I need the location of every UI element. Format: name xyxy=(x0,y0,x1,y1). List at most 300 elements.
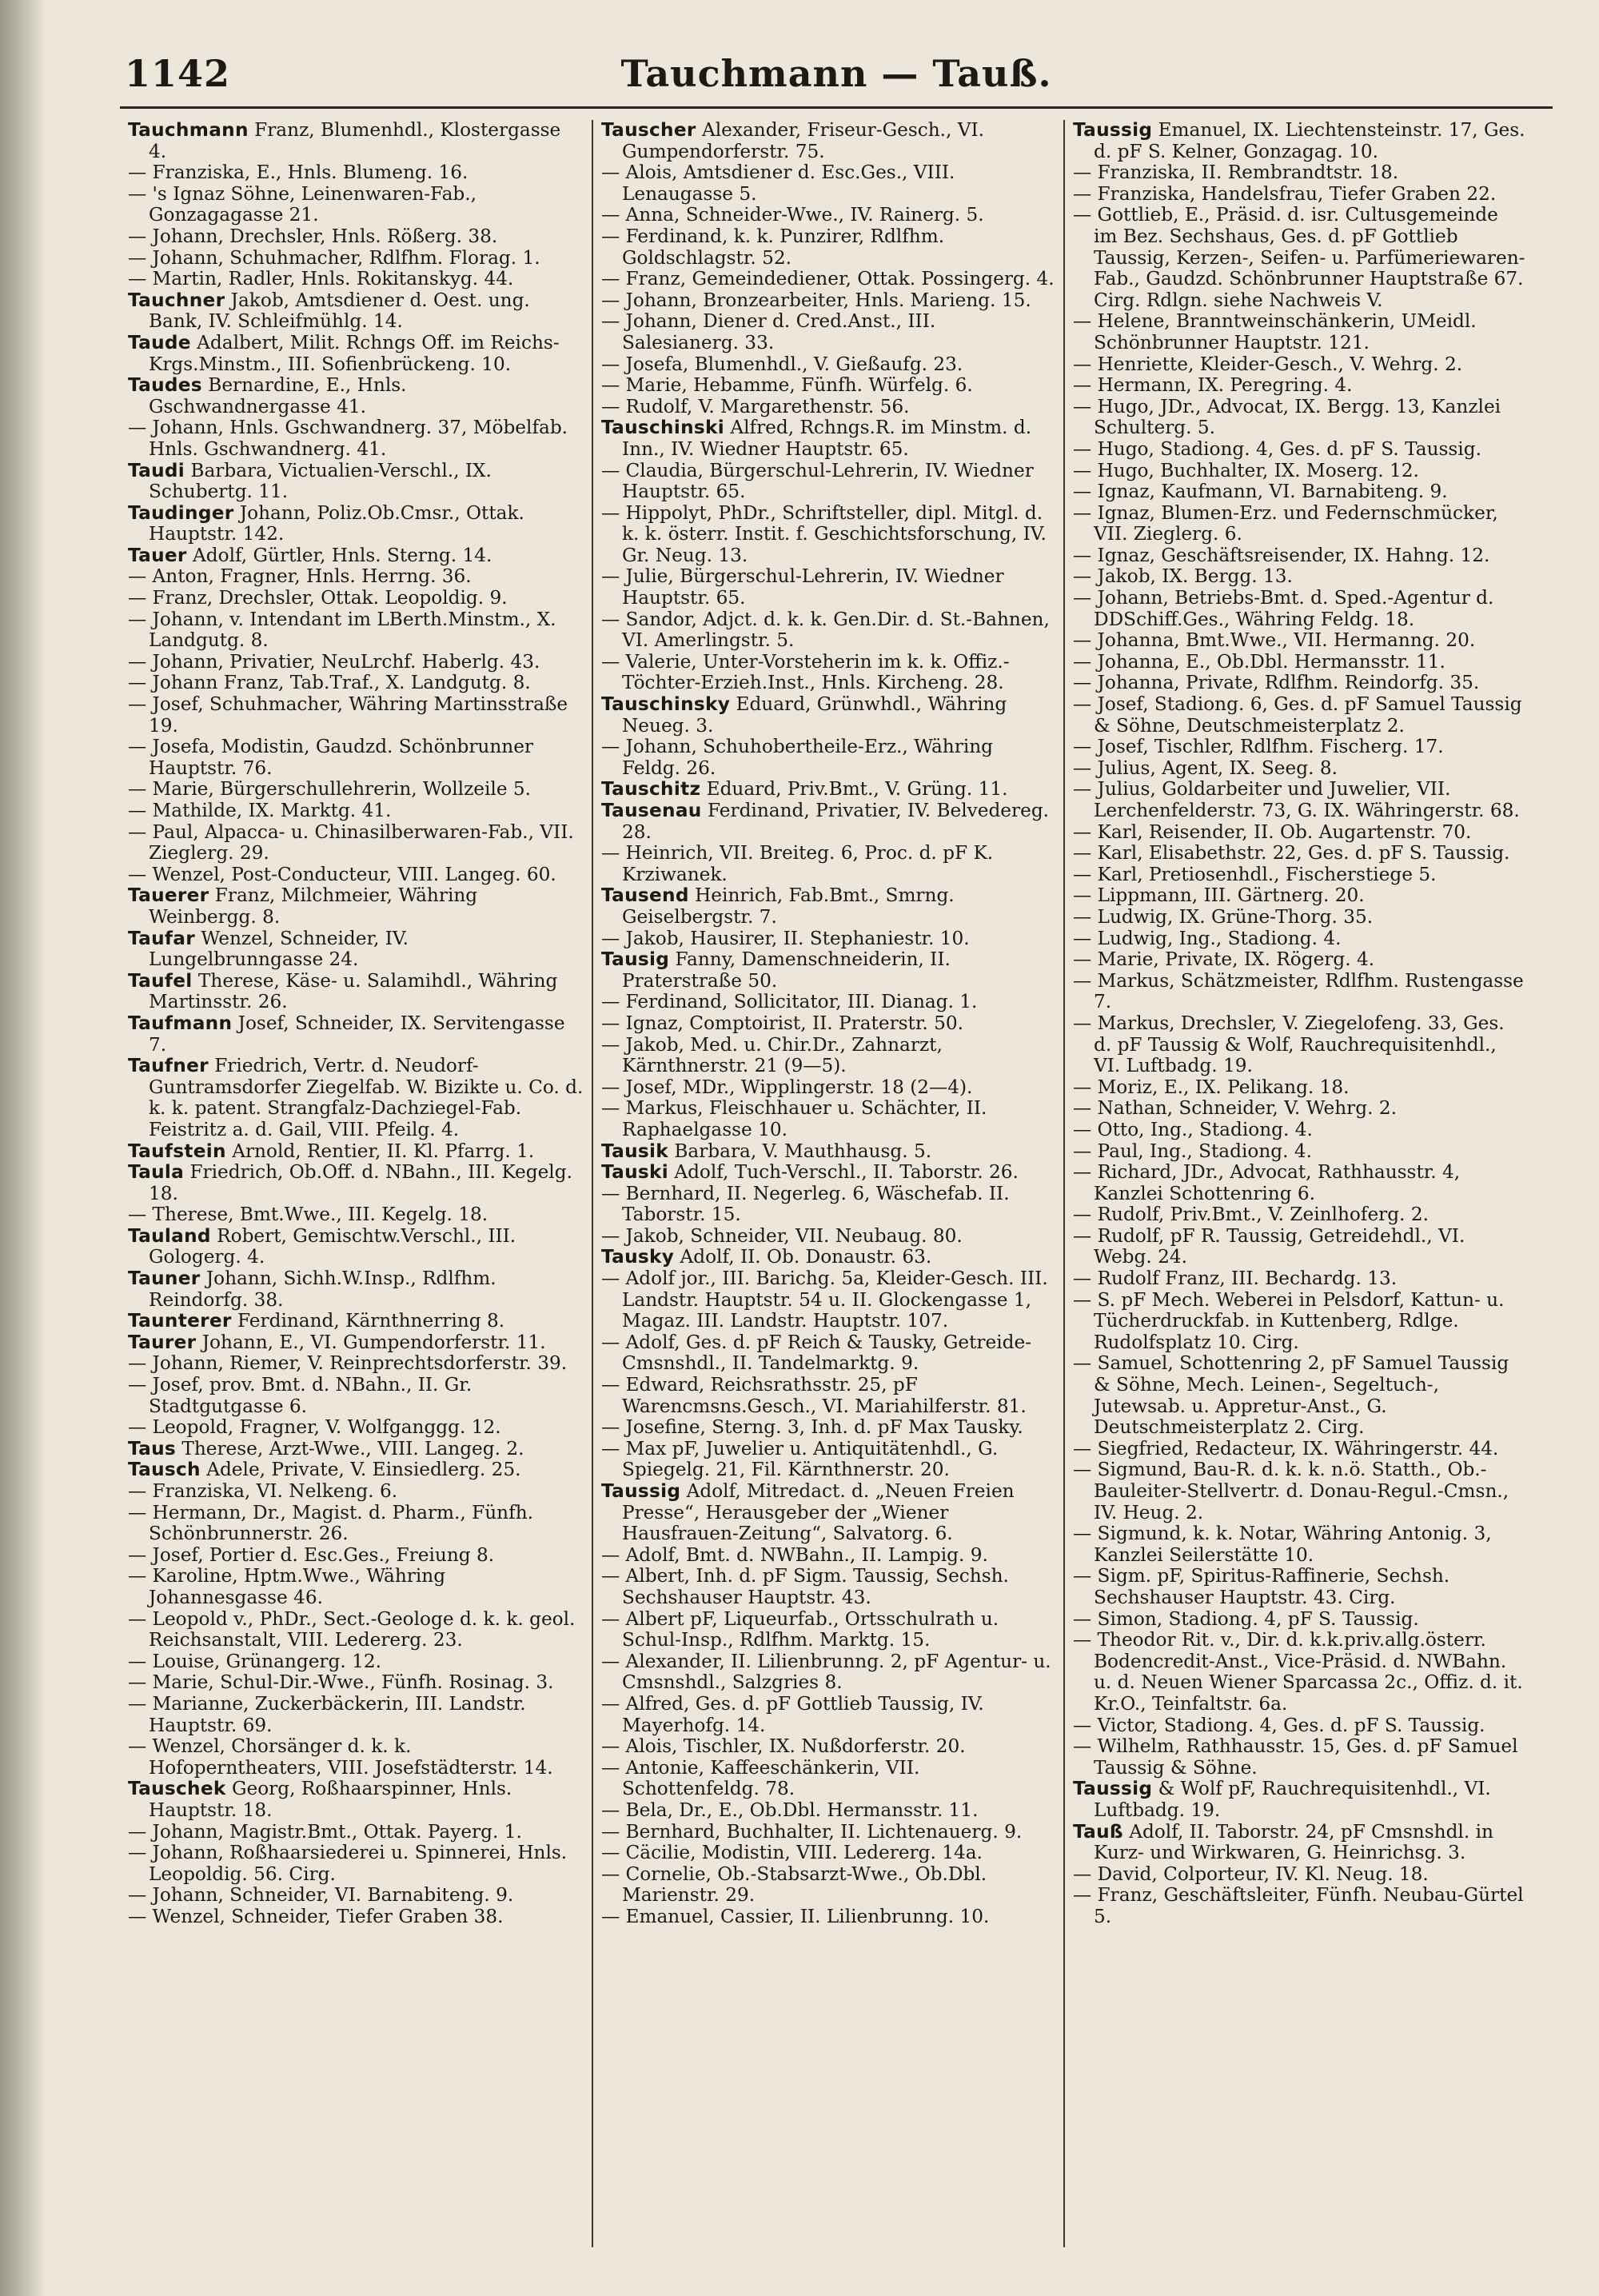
directory-entry xyxy=(601,1907,1055,1928)
directory-entry xyxy=(601,1864,1055,1907)
directory-entry xyxy=(128,652,584,673)
directory-entry xyxy=(1073,205,1527,311)
entry-details: — Richard, JDr., Advocat, Rathhausstr. 4, Kanzlei Schottenring 6. xyxy=(1073,1161,1461,1204)
directory-entry xyxy=(601,1226,1055,1248)
directory-entry xyxy=(128,461,584,503)
entry-details: Adolf, Mitredact. d. „Neuen Freien Presse“, Herausgeber der „Wiener Hausfrauen-Zeitung“, Salvatorg. 6. xyxy=(622,1480,1015,1545)
entry-details: — Jakob, Med. u. Chir.Dr., Zahnarzt, Kärnthnerstr. 21 (9—5). xyxy=(601,1033,943,1077)
entry-details: Adolf, II. Taborstr. 24, pF Cmsnshdl. in Kurz- und Wirkwaren, G. Heinrichsg. 3. xyxy=(1094,1820,1493,1864)
directory-entry xyxy=(601,1481,1055,1545)
entry-details: Friedrich, Vertr. d. Neudorf-Guntramsdorfer Ziegelfab. W. Bizikte u. Co. d. k. k. patent. Strangfalz-Dachziegel-Fab. Feistritz a. d. Gail, VIII. Pfeilg. 4. xyxy=(149,1055,584,1140)
entry-details: — Rudolf, V. Margarethenstr. 56. xyxy=(601,395,910,417)
entry-details: — Johann, Riemer, V. Reinprechtsdorferstr. 39. xyxy=(128,1352,568,1375)
entry-details: — Hugo, Stadiong. 4, Ges. d. pF S. Taussig. xyxy=(1073,437,1481,460)
directory-entry xyxy=(1073,1098,1527,1120)
directory-entry xyxy=(601,1566,1055,1608)
directory-entry xyxy=(128,120,584,162)
entry-surname: Tausig xyxy=(601,948,670,971)
directory-entry xyxy=(601,566,1055,609)
entry-details: — Franz, Gemeindediener, Ottak. Possingerg. 4. xyxy=(601,268,1055,290)
directory-entry xyxy=(128,1162,584,1204)
directory-entry xyxy=(1073,120,1527,162)
entry-details: — Johann, Magistr.Bmt., Ottak. Payerg. 1. xyxy=(128,1820,522,1843)
directory-entry xyxy=(128,588,584,609)
entry-details: — Louise, Grünangerg. 12. xyxy=(128,1650,381,1672)
entry-surname: Taude xyxy=(128,331,191,353)
entry-details: Friedrich, Ob.Off. d. NBahn., III. Kegelg. 18. xyxy=(149,1161,572,1204)
entry-details: — Julie, Bürgerschul-Lehrerin, IV. Wiedner Hauptstr. 65. xyxy=(601,565,1004,609)
directory-entry xyxy=(601,1162,1055,1184)
entry-details: — Wenzel, Schneider, Tiefer Graben 38. xyxy=(128,1905,504,1927)
entry-details: — Johann, Betriebs-Bmt. d. Sped.-Agentur d. DDSchiff.Ges., Währing Feldg. 18. xyxy=(1073,587,1494,630)
directory-entry xyxy=(1073,184,1527,206)
directory-entry xyxy=(128,1885,584,1907)
directory-entry xyxy=(601,1035,1055,1077)
entry-details: — Marie, Hebamme, Fünfh. Würfelg. 6. xyxy=(601,374,973,397)
directory-entry xyxy=(601,779,1055,801)
directory-entry xyxy=(601,162,1055,205)
entry-details: Fanny, Damenschneiderin, II. Praterstraße 50. xyxy=(622,948,951,992)
directory-entry xyxy=(128,779,584,801)
directory-entry xyxy=(1073,1204,1527,1226)
entry-surname: Tauner xyxy=(128,1268,201,1290)
directory-entry xyxy=(128,1226,584,1268)
entry-surname: Tauland xyxy=(128,1224,211,1247)
entry-details: — Karl, Reisender, II. Ob. Augartenstr. 70. xyxy=(1073,821,1472,843)
directory-entry xyxy=(1073,1864,1527,1886)
entry-details: — Johann Franz, Tab.Traf., X. Landgutg. 8. xyxy=(128,672,531,694)
directory-entry xyxy=(128,1736,584,1779)
entry-surname: Taufar xyxy=(128,927,195,949)
page-spine-shadow xyxy=(0,0,46,2296)
entry-details: Johann, E., VI. Gumpendorferstr. 11. xyxy=(196,1331,546,1353)
entry-details: — Max pF, Juwelier u. Antiquitätenhdl., G. Spiegelg. 21, Fil. Kärnthnerstr. 20. xyxy=(601,1437,999,1481)
directory-entry xyxy=(601,1609,1055,1651)
directory-entry xyxy=(1073,588,1527,630)
directory-entry xyxy=(128,1566,584,1608)
entry-details: Franz, Blumenhdl., Klostergasse 4. xyxy=(149,120,561,162)
directory-entry xyxy=(128,694,584,737)
entry-details: — Sigm. pF, Spiritus-Raffinerie, Sechsh. Sechshauser Hauptstr. 43. Cirg. xyxy=(1073,1565,1450,1608)
entry-surname: Tauchmann xyxy=(128,120,249,141)
entry-details: — Samuel, Schottenring 2, pF Samuel Taussig & Söhne, Mech. Leinen-, Segeltuch-, Jutewsab. u. Appretur-Anst., G. Deutschmeisterplatz 2. Cirg. xyxy=(1073,1352,1509,1439)
directory-entry xyxy=(1073,1822,1527,1864)
directory-entry xyxy=(601,1141,1055,1163)
directory-entry xyxy=(1073,503,1527,545)
entry-details: — Rudolf, Priv.Bmt., V. Zeinlhoferg. 2. xyxy=(1073,1204,1429,1226)
entry-details: — Therese, Bmt.Wwe., III. Kegelg. 18. xyxy=(128,1204,488,1226)
entry-details: — David, Colporteur, IV. Kl. Neug. 18. xyxy=(1073,1863,1429,1885)
directory-entry xyxy=(1073,1353,1527,1438)
entry-details: — Franz, Drechsler, Ottak. Leopoldig. 9. xyxy=(128,587,508,609)
directory-entry xyxy=(1073,1013,1527,1077)
entry-details: — Josef, Tischler, Rdlfhm. Fischerg. 17. xyxy=(1073,736,1444,758)
directory-entry xyxy=(128,1545,584,1567)
entry-details: — Franziska, II. Rembrandtstr. 18. xyxy=(1073,162,1399,184)
entry-details: Heinrich, Fab.Bmt., Smrng. Geiselbergstr. 7. xyxy=(622,884,955,928)
directory-entry xyxy=(128,290,584,333)
directory-entry xyxy=(128,1459,584,1481)
entry-details: — Adolf jor., III. Barichg. 5a, Kleider-Gesch. III. Landstr. Hauptstr. 54 u. II. Glockengasse 1, Magaz. III. Landstr. Hauptstr. 107. xyxy=(601,1268,1048,1332)
entry-details: — Karl, Elisabethstr. 22, Ges. d. pF S. Taussig. xyxy=(1073,842,1510,864)
entry-details: — Wenzel, Post-Conducteur, VIII. Langeg. 60. xyxy=(128,863,556,885)
entry-details: Wenzel, Schneider, IV. Lungelbrunngasse 24. xyxy=(149,927,409,971)
directory-entry xyxy=(1073,971,1527,1013)
entry-details: — Adolf, Ges. d. pF Reich & Tausky, Getreide-Cmsnshdl., II. Tandelmarktg. 9. xyxy=(601,1331,1032,1375)
directory-entry xyxy=(601,1013,1055,1035)
entry-details: — Ferdinand, k. k. Punzirer, Rdlfhm. Goldschlagstr. 52. xyxy=(601,225,945,269)
page-header xyxy=(120,44,1553,109)
entry-details: — Marianne, Zuckerbäckerin, III. Landstr. Hauptstr. 69. xyxy=(128,1692,526,1736)
directory-entry xyxy=(128,801,584,822)
directory-entry xyxy=(1073,1077,1527,1099)
directory-entry xyxy=(128,885,584,928)
directory-entry xyxy=(1073,1885,1527,1927)
directory-entry xyxy=(601,652,1055,694)
directory-entry xyxy=(128,1822,584,1843)
directory-entry xyxy=(601,949,1055,992)
directory-entry xyxy=(128,1268,584,1311)
entry-surname: Tausend xyxy=(601,884,689,907)
directory-entry xyxy=(128,162,584,184)
directory-entry xyxy=(128,1672,584,1694)
directory-entry xyxy=(1073,1268,1527,1290)
directory-entry xyxy=(1073,566,1527,588)
directory-entry xyxy=(1073,1630,1527,1715)
entry-details: — Markus, Fleischhauer u. Schächter, II. Raphaelgasse 10. xyxy=(601,1097,987,1140)
directory-entry xyxy=(601,1332,1055,1375)
directory-entry xyxy=(601,992,1055,1013)
directory-entry xyxy=(1073,928,1527,950)
entry-details: — Hermann, Dr., Magist. d. Pharm., Fünfh. Schönbrunnerstr. 26. xyxy=(128,1501,533,1545)
entry-details: — Victor, Stadiong. 4, Ges. d. pF S. Taussig. xyxy=(1073,1714,1485,1736)
directory-entry xyxy=(1073,1439,1527,1460)
directory-columns xyxy=(120,120,1553,2247)
entry-surname: Tauchner xyxy=(128,289,225,311)
directory-entry xyxy=(1073,885,1527,907)
entry-details: — Ignaz, Geschäftsreisender, IX. Hahng. 12. xyxy=(1073,544,1490,566)
entry-details: Jakob, Amtsdiener d. Oest. ung. Bank, IV. Schleifmühlg. 14. xyxy=(149,289,530,333)
entry-details: — Sandor, Adjct. d. k. k. Gen.Dir. d. St.-Bahnen, VI. Amerlingstr. 5. xyxy=(601,608,1050,652)
entry-details: — Anton, Fragner, Hnls. Herrng. 36. xyxy=(128,565,472,588)
entry-details: — Karoline, Hptm.Wwe., Währing Johannesgasse 46. xyxy=(128,1565,446,1608)
entry-surname: Tausik xyxy=(601,1140,668,1162)
directory-entry xyxy=(601,801,1055,843)
entry-details: — Cäcilie, Modistin, VIII. Ledererg. 14a. xyxy=(601,1842,983,1864)
entry-details: — Siegfried, Redacteur, IX. Währingerstr. 44. xyxy=(1073,1437,1499,1459)
entry-details: — Johann, Bronzearbeiter, Hnls. Marieng. 15. xyxy=(601,289,1031,311)
entry-surname: Tauski xyxy=(601,1161,668,1184)
entry-surname: Tauschinski xyxy=(601,417,724,439)
entry-surname: Tauschitz xyxy=(601,778,701,801)
directory-entry xyxy=(1073,375,1527,397)
directory-column-2 xyxy=(592,120,1063,2247)
entry-surname: Taudinger xyxy=(128,501,234,524)
entry-details: — Johann, Schuhmacher, Rdlfhm. Florag. 1. xyxy=(128,246,540,269)
directory-entry xyxy=(128,1141,584,1163)
directory-entry xyxy=(1073,758,1527,780)
directory-entry xyxy=(1073,779,1527,821)
directory-entry xyxy=(1073,162,1527,184)
entry-details: Robert, Gemischtw.Verschl., III. Gologerg. 4. xyxy=(149,1224,516,1268)
entry-details: — Julius, Goldarbeiter und Juwelier, VII. Lerchenfelderstr. 73, G. IX. Währingerstr. 68. xyxy=(1073,778,1520,821)
entry-details: — Rudolf, pF R. Taussig, Getreidehdl., VI. Webg. 24. xyxy=(1073,1224,1465,1268)
entry-details: Ferdinand, Privatier, IV. Belvedereg. 28. xyxy=(622,800,1050,843)
directory-entry xyxy=(601,1439,1055,1481)
entry-details: — Johann, Schuhobertheile-Erz., Währing Feldg. 26. xyxy=(601,736,994,779)
entry-details: — Wenzel, Chorsänger d. k. k. Hofoperntheaters, VIII. Josefstädterstr. 14. xyxy=(128,1735,553,1779)
entry-details: — Albert pF, Liqueurfab., Ortsschulrath u. Schul-Insp., Rdlfhm. Marktg. 15. xyxy=(601,1607,999,1651)
entry-details: Georg, Roßhaarspinner, Hnls. Hauptstr. 18. xyxy=(149,1778,512,1821)
entry-surname: Tausch xyxy=(128,1459,201,1481)
directory-entry xyxy=(1073,439,1527,461)
directory-entry xyxy=(601,1822,1055,1843)
entry-surname: Taula xyxy=(128,1161,185,1184)
directory-entry xyxy=(601,1184,1055,1226)
directory-entry xyxy=(601,311,1055,353)
entry-details: Alfred, Rchngs.R. im Minstm. d. Inn., IV. Wiedner Hauptstr. 65. xyxy=(622,417,1032,460)
directory-entry xyxy=(128,1204,584,1226)
directory-entry xyxy=(1073,1120,1527,1141)
directory-entry xyxy=(1073,1141,1527,1163)
entry-details: Therese, Arzt-Wwe., VIII. Langeg. 2. xyxy=(175,1437,524,1459)
directory-entry xyxy=(1073,481,1527,503)
directory-entry xyxy=(128,1417,584,1439)
directory-entry xyxy=(128,1503,584,1545)
directory-entry xyxy=(1073,864,1527,886)
directory-entry xyxy=(1073,1736,1527,1779)
directory-entry xyxy=(128,1439,584,1460)
entry-details: — Franziska, VI. Nelkeng. 6. xyxy=(128,1480,398,1502)
directory-entry xyxy=(1073,907,1527,928)
entry-details: — Josefa, Modistin, Gaudzd. Schönbrunner Hauptstr. 76. xyxy=(128,736,534,779)
entry-details: — Hugo, Buchhalter, IX. Moserg. 12. xyxy=(1073,459,1419,481)
entry-surname: Taussig xyxy=(601,1480,681,1502)
directory-entry xyxy=(128,928,584,971)
directory-entry xyxy=(128,1481,584,1503)
entry-details: — Gottlieb, E., Präsid. d. isr. Cultusgemeinde im Bez. Sechshaus, Ges. d. pF Gottlieb Taussig, Kerzen-, Seifen- u. Parfümeriewaren-Fab., Gaudzd. Schönbrunner Hauptstraße 67. Cirg. Rdlgn. siehe Nachweis V. xyxy=(1073,204,1525,311)
directory-entry xyxy=(128,269,584,290)
entry-surname: Taudi xyxy=(128,459,185,481)
directory-entry xyxy=(128,609,584,652)
entry-details: — Johann, Privatier, NeuLrchf. Haberlg. 43. xyxy=(128,650,540,673)
directory-entry xyxy=(128,1353,584,1375)
entry-details: Adalbert, Milit. Rchngs Off. im Reichs-Krgs.Minstm., III. Sofienbrückeng. 10. xyxy=(149,331,560,375)
directory-entry xyxy=(1073,397,1527,439)
directory-entry xyxy=(601,1545,1055,1567)
entry-surname: Tauschinsky xyxy=(601,693,731,716)
directory-entry xyxy=(601,503,1055,567)
entry-details: — Johann, Drechsler, Hnls. Rößerg. 38. xyxy=(128,225,498,247)
directory-entry xyxy=(128,503,584,545)
entry-details: — Heinrich, VII. Breiteg. 6, Proc. d. pF K. Krziwanek. xyxy=(601,842,994,885)
entry-details: Emanuel, IX. Liechtensteinstr. 17, Ges. d. pF S. Kelner, Gonzagag. 10. xyxy=(1094,120,1525,162)
directory-entry xyxy=(128,226,584,248)
entry-details: — Alois, Tischler, IX. Nußdorferstr. 20. xyxy=(601,1735,966,1758)
directory-entry xyxy=(128,1609,584,1651)
directory-entry xyxy=(128,822,584,864)
entry-details: — Wilhelm, Rathhausstr. 15, Ges. d. pF Samuel Taussig & Söhne. xyxy=(1073,1735,1518,1779)
directory-entry xyxy=(128,1311,584,1332)
entry-details: — Alfred, Ges. d. pF Gottlieb Taussig, IV. Mayerhofg. 14. xyxy=(601,1692,984,1736)
directory-entry xyxy=(1073,673,1527,694)
directory-entry xyxy=(601,120,1055,162)
entry-details: — Adolf, Bmt. d. NWBahn., II. Lampig. 9. xyxy=(601,1543,988,1566)
entry-surname: Tauscher xyxy=(601,120,696,141)
directory-entry xyxy=(128,1843,584,1885)
directory-entry xyxy=(128,1375,584,1417)
entry-details: — Ferdinand, Sollicitator, III. Dianag. 1. xyxy=(601,991,978,1013)
entry-details: — Hermann, IX. Peregring. 4. xyxy=(1073,374,1353,397)
entry-details: — Albert, Inh. d. pF Sigm. Taussig, Sechsh. Sechshauser Hauptstr. 43. xyxy=(601,1565,1009,1608)
directory-entry xyxy=(128,333,584,375)
entry-details: — Johanna, Private, Rdlfhm. Reindorfg. 35. xyxy=(1073,672,1480,694)
entry-details: — Moriz, E., IX. Pelikang. 18. xyxy=(1073,1076,1350,1098)
entry-details: — Otto, Ing., Stadiong. 4. xyxy=(1073,1118,1313,1140)
entry-details: — Martin, Radler, Hnls. Rokitanskyg. 44. xyxy=(128,268,514,290)
entry-surname: Taufel xyxy=(128,969,193,992)
directory-entry xyxy=(601,885,1055,928)
entry-details: — Marie, Private, IX. Rögerg. 4. xyxy=(1073,948,1375,971)
entry-surname: Taus xyxy=(128,1437,176,1459)
directory-entry xyxy=(601,290,1055,312)
directory-entry xyxy=(128,864,584,886)
directory-entry xyxy=(128,673,584,694)
entry-details: — Julius, Agent, IX. Seeg. 8. xyxy=(1073,757,1338,779)
directory-entry xyxy=(601,1375,1055,1417)
directory-entry xyxy=(1073,545,1527,567)
entry-details: — Ignaz, Kaufmann, VI. Barnabiteng. 9. xyxy=(1073,481,1448,503)
entry-surname: Taussig xyxy=(1073,1778,1153,1800)
directory-entry xyxy=(128,375,584,417)
entry-details: — Johanna, Bmt.Wwe., VII. Hermanng. 20. xyxy=(1073,629,1476,652)
directory-entry xyxy=(1073,311,1527,353)
entry-details: Barbara, V. Mauthhausg. 5. xyxy=(668,1140,932,1162)
entry-details: Barbara, Victualien-Verschl., IX. Schubertg. 11. xyxy=(149,459,492,503)
entry-details: — Markus, Schätzmeister, Rdlfhm. Rustengasse 7. xyxy=(1073,969,1524,1013)
page-heading: Tauchmann — Tauß. xyxy=(620,52,1052,95)
directory-entry xyxy=(601,461,1055,503)
entry-details: — Marie, Bürgerschullehrerin, Wollzeile 5. xyxy=(128,778,532,801)
directory-entry xyxy=(601,1098,1055,1140)
directory-entry xyxy=(1073,1290,1527,1354)
directory-entry xyxy=(1073,1226,1527,1268)
entry-surname: Tausenau xyxy=(601,800,702,821)
entry-details: — Alexander, II. Lilienbrunng. 2, pF Agentur- u. Cmsnshdl., Salzgries 8. xyxy=(601,1650,1051,1694)
directory-entry xyxy=(601,354,1055,376)
entry-details: — Antonie, Kaffeeschänkerin, VII. Schottenfeldg. 78. xyxy=(601,1756,920,1800)
directory-entry xyxy=(601,1758,1055,1800)
directory-entry xyxy=(128,971,584,1013)
directory-entry xyxy=(601,1077,1055,1099)
directory-entry xyxy=(1073,822,1527,844)
entry-details: — Mathilde, IX. Marktg. 41. xyxy=(128,800,392,821)
directory-entry xyxy=(128,1013,584,1056)
directory-entry xyxy=(1073,1715,1527,1737)
directory-entry xyxy=(1073,652,1527,673)
directory-entry xyxy=(1073,1523,1527,1566)
entry-details: Alexander, Friseur-Gesch., VI. Gumpendorferstr. 75. xyxy=(622,120,985,162)
directory-entry xyxy=(128,737,584,779)
entry-details: — Simon, Stadiong. 4, pF S. Taussig. xyxy=(1073,1607,1419,1630)
directory-entry xyxy=(601,609,1055,652)
entry-details: Therese, Käse- u. Salamihdl., Währing Martinsstr. 26. xyxy=(149,969,558,1013)
directory-entry xyxy=(1073,737,1527,758)
entry-details: — Josef, prov. Bmt. d. NBahn., II. Gr. Stadtgutgasse 6. xyxy=(128,1374,473,1417)
directory-entry xyxy=(128,566,584,588)
entry-details: — Ludwig, Ing., Stadiong. 4. xyxy=(1073,927,1342,949)
entry-details: — Jakob, IX. Bergg. 13. xyxy=(1073,565,1293,588)
entry-details: — Jakob, Schneider, VII. Neubaug. 80. xyxy=(601,1224,963,1247)
entry-details: — S. pF Mech. Weberei in Pelsdorf, Kattun- u. Tücherdruckfab. in Kuttenberg, Rdlge. Rudolfsplatz 10. Cirg. xyxy=(1073,1288,1505,1353)
entry-details: — Lippmann, III. Gärtnerg. 20. xyxy=(1073,884,1365,907)
entry-details: — Theodor Rit. v., Dir. d. k.k.priv.allg.österr. Bodencredit-Anst., Vice-Präsid. d. NWBahn. u. d. Neuen Wiener Sparcassa 2c., Offiz. d. it. Kr.O., Teinfaltstr. 6a. xyxy=(1073,1629,1523,1715)
entry-details: — Bela, Dr., E., Ob.Dbl. Hermansstr. 11. xyxy=(601,1799,979,1821)
directory-entry xyxy=(128,1651,584,1673)
entry-details: — Johann, Roßhaarsiederei u. Spinnerei, Hnls. Leopoldig. 56. Cirg. xyxy=(128,1842,568,1885)
entry-details: — Franziska, Handelsfrau, Tiefer Graben 22. xyxy=(1073,182,1497,205)
directory-entry xyxy=(128,1332,584,1354)
directory-entry xyxy=(601,928,1055,950)
directory-entry xyxy=(1073,461,1527,482)
directory-entry xyxy=(601,269,1055,290)
directory-entry xyxy=(601,1651,1055,1694)
entry-details: — Johann, Diener d. Cred.Anst., III. Salesianerg. 33. xyxy=(601,310,936,353)
entry-details: Ferdinand, Kärnthnerring 8. xyxy=(231,1310,505,1332)
entry-details: — 's Ignaz Söhne, Leinenwaren-Fab., Gonzagagasse 21. xyxy=(128,182,477,226)
entry-details: & Wolf pF, Rauchrequisitenhdl., VI. Luftbadg. 19. xyxy=(1094,1778,1491,1821)
entry-details: — Franz, Geschäftsleiter, Fünfh. Neubau-Gürtel 5. xyxy=(1073,1884,1524,1927)
directory-entry xyxy=(128,1694,584,1736)
entry-surname: Taufner xyxy=(128,1055,209,1077)
entry-details: — Johann, Hnls. Gschwandnerg. 37, Möbelfab. Hnls. Gschwandnerg. 41. xyxy=(128,417,568,460)
directory-column-3 xyxy=(1063,120,1535,2247)
entry-details: — Helene, Branntweinschänkerin, UMeidl. Schönbrunner Hauptstr. 121. xyxy=(1073,310,1477,353)
entry-details: — Josefa, Blumenhdl., V. Gießaufg. 23. xyxy=(601,353,963,375)
entry-surname: Taufmann xyxy=(128,1012,233,1034)
entry-details: — Hippolyt, PhDr., Schriftsteller, dipl. Mitgl. d. k. k. österr. Instit. f. Geschichtsforschung, IV. Gr. Neug. 13. xyxy=(601,501,1047,566)
entry-details: — Johanna, E., Ob.Dbl. Hermansstr. 11. xyxy=(1073,650,1445,673)
entry-details: — Sigmund, k. k. Notar, Währing Antonig. 3, Kanzlei Seilerstätte 10. xyxy=(1073,1523,1492,1566)
entry-details: Josef, Schneider, IX. Servitengasse 7. xyxy=(149,1012,565,1056)
directory-entry xyxy=(601,1247,1055,1268)
entry-surname: Tauer xyxy=(128,544,187,566)
entry-details: — Franziska, E., Hnls. Blumeng. 16. xyxy=(128,162,469,184)
entry-details: — Paul, Alpacca- u. Chinasilberwaren-Fab., VII. Zieglerg. 29. xyxy=(128,821,574,864)
entry-details: Eduard, Priv.Bmt., V. Grüng. 11. xyxy=(700,778,1008,801)
directory-entry xyxy=(128,545,584,567)
directory-entry xyxy=(601,694,1055,737)
entry-surname: Taunterer xyxy=(128,1310,232,1332)
entry-details: Adolf, Tuch-Verschl., II. Taborstr. 26. xyxy=(668,1161,1019,1184)
directory-entry xyxy=(128,248,584,270)
directory-entry xyxy=(1073,694,1527,737)
entry-details: Adele, Private, V. Einsiedlerg. 25. xyxy=(200,1459,521,1481)
entry-surname: Tausky xyxy=(601,1246,675,1268)
entry-surname: Tauß xyxy=(1073,1820,1123,1843)
entry-surname: Taussig xyxy=(1073,120,1153,141)
entry-surname: Taudes xyxy=(128,374,202,397)
directory-entry xyxy=(1073,1459,1527,1523)
directory-entry xyxy=(1073,354,1527,376)
entry-details: — Claudia, Bürgerschul-Lehrerin, IV. Wiedner Hauptstr. 65. xyxy=(601,459,1034,503)
entry-surname: Taufstein xyxy=(128,1140,226,1162)
directory-entry xyxy=(1073,1162,1527,1204)
entry-details: — Valerie, Unter-Vorsteherin im k. k. Offiz.-Töchter-Erzieh.Inst., Hnls. Kircheng. 28. xyxy=(601,650,1010,694)
directory-entry xyxy=(601,1736,1055,1758)
entry-details: — Hugo, JDr., Advocat, IX. Bergg. 13, Kanzlei Schulterg. 5. xyxy=(1073,395,1501,439)
entry-details: — Emanuel, Cassier, II. Lilienbrunng. 10. xyxy=(601,1905,990,1927)
